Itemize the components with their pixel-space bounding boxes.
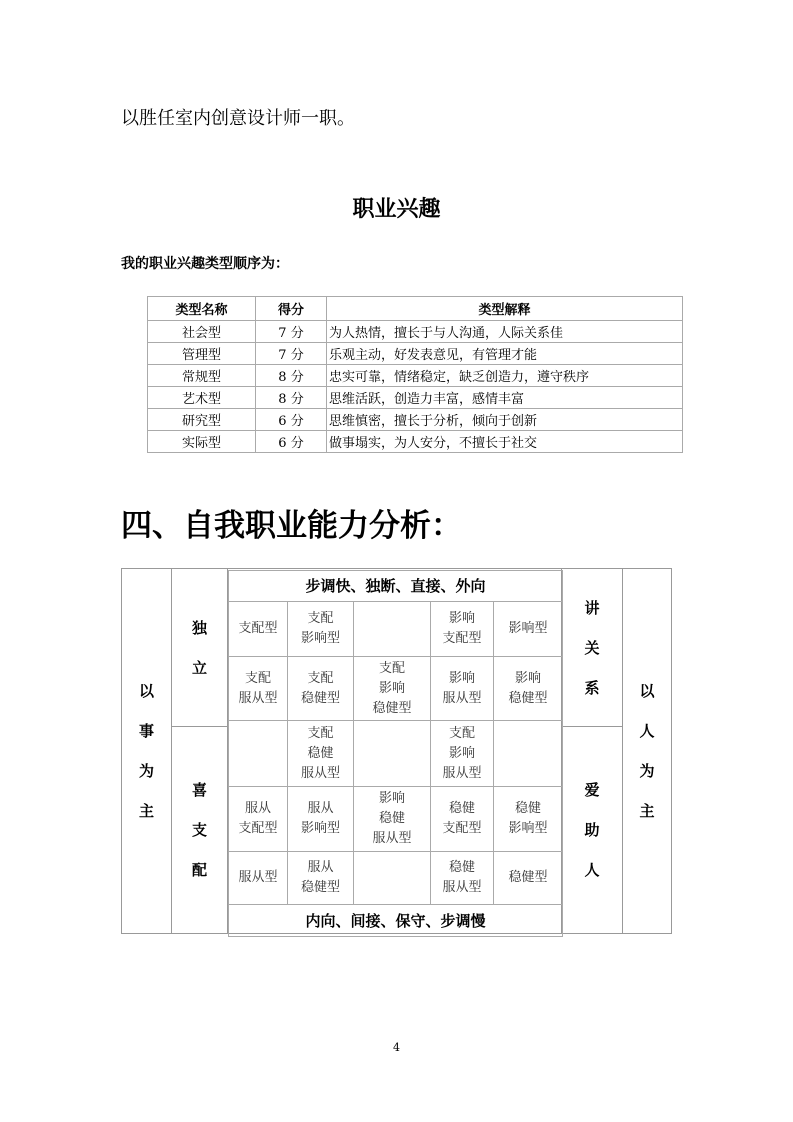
interest-table — [147, 296, 683, 453]
grid-row — [229, 787, 563, 852]
score-cell: 6 分 — [256, 431, 327, 453]
grid-cell: 支配 稳健 服从型 — [288, 721, 354, 787]
right-top-label: 讲 关 系 — [561, 568, 623, 727]
table-row — [148, 431, 683, 453]
grid-cell: 支配 服从型 — [229, 657, 288, 721]
left-top-label: 独 立 — [171, 568, 228, 727]
grid-cell: 稳健 支配型 — [431, 787, 494, 852]
grid-cell: 影响型 — [494, 602, 563, 657]
grid-cell: 影响 稳健型 — [494, 657, 563, 721]
table-row — [148, 321, 683, 343]
table-row — [148, 343, 683, 365]
type-name-cell: 管理型 — [148, 343, 256, 365]
score-cell: 8 分 — [256, 387, 327, 409]
grid-cell: 影响 稳健 服从型 — [354, 787, 431, 852]
right-outer-label: 以 人 为 主 — [622, 568, 672, 934]
grid-cell: 稳健 服从型 — [431, 852, 494, 905]
grid-cell: 稳健型 — [494, 852, 563, 905]
grid-cell — [354, 721, 431, 787]
grid-cell: 支配 稳健型 — [288, 657, 354, 721]
grid-cell — [354, 602, 431, 657]
grid-cell: 影响 支配型 — [431, 602, 494, 657]
left-bottom-label: 喜 支 配 — [171, 726, 228, 934]
explanation-cell: 忠实可靠，情绪稳定，缺乏创造力，遵守秩序 — [327, 365, 683, 387]
ability-grid — [228, 570, 563, 937]
header-type-name: 类型名称 — [148, 297, 256, 321]
score-cell: 8 分 — [256, 365, 327, 387]
order-label: 我的职业兴趣类型顺序为： — [121, 256, 289, 272]
right-bottom-label: 爱 助 人 — [561, 726, 623, 934]
score-cell: 7 分 — [256, 343, 327, 365]
grid-cell — [229, 721, 288, 787]
grid-cell: 支配型 — [229, 602, 288, 657]
table-row — [148, 409, 683, 431]
grid-row — [229, 721, 563, 787]
explanation-cell: 做事塌实，为人安分，不擅长于社交 — [327, 431, 683, 453]
grid-cell: 支配 影响 服从型 — [431, 721, 494, 787]
grid-row — [229, 852, 563, 905]
header-explanation: 类型解释 — [327, 297, 683, 321]
type-name-cell: 艺术型 — [148, 387, 256, 409]
interest-heading: 职业兴趣 — [352, 197, 441, 222]
grid-cell: 服从 支配型 — [229, 787, 288, 852]
grid-cell: 支配 影响型 — [288, 602, 354, 657]
explanation-cell: 乐观主动，好发表意见，有管理才能 — [327, 343, 683, 365]
intro-text: 以胜任室内创意设计师一职。 — [121, 108, 355, 129]
score-cell: 7 分 — [256, 321, 327, 343]
table-header-row — [148, 297, 683, 321]
grid-cell — [354, 852, 431, 905]
grid-cell: 服从 稳健型 — [288, 852, 354, 905]
grid-cell: 稳健 影响型 — [494, 787, 563, 852]
grid-cell: 支配 影响 稳健型 — [354, 657, 431, 721]
type-name-cell: 研究型 — [148, 409, 256, 431]
page-number: 4 — [393, 1041, 400, 1054]
explanation-cell: 思维慎密，擅长于分析，倾向于创新 — [327, 409, 683, 431]
table-row — [148, 365, 683, 387]
header-score: 得分 — [256, 297, 327, 321]
table-row — [148, 387, 683, 409]
type-name-cell: 社会型 — [148, 321, 256, 343]
top-axis-label: 步调快、独断、直接、外向 — [229, 571, 563, 602]
grid-row — [229, 602, 563, 657]
bottom-axis-label: 内向、间接、保守、步调慢 — [229, 905, 563, 937]
grid-cell: 服从型 — [229, 852, 288, 905]
type-name-cell: 常规型 — [148, 365, 256, 387]
type-name-cell: 实际型 — [148, 431, 256, 453]
left-outer-label: 以 事 为 主 — [121, 568, 172, 934]
explanation-cell: 为人热情，擅长于与人沟通，人际关系佳 — [327, 321, 683, 343]
ability-heading: 四、自我职业能力分析： — [121, 508, 462, 544]
grid-row — [229, 657, 563, 721]
score-cell: 6 分 — [256, 409, 327, 431]
grid-cell — [494, 721, 563, 787]
explanation-cell: 思维活跃，创造力丰富，感情丰富 — [327, 387, 683, 409]
grid-cell: 服从 影响型 — [288, 787, 354, 852]
grid-cell: 影响 服从型 — [431, 657, 494, 721]
